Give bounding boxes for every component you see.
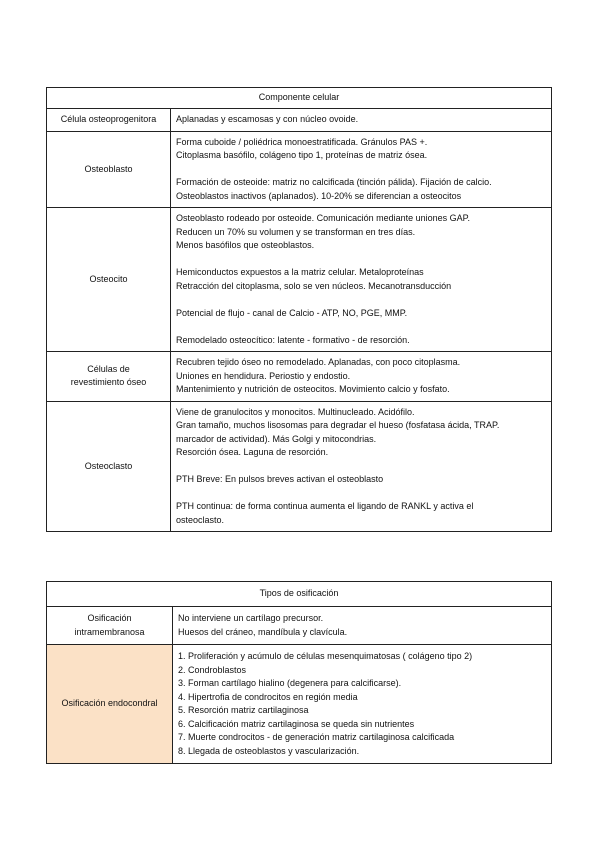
componente-celular-table: [46, 87, 552, 532]
content-line: Mantenimiento y nutrición de osteocitos. Movimiento calcio y fosfato.: [176, 384, 450, 394]
content-line: 7. Muerte condrocitos - de generación matriz cartilaginosa calcificada: [178, 732, 455, 742]
row-content: [171, 109, 552, 132]
content-line: No interviene un cartílago precursor.: [178, 613, 324, 623]
table-row: [47, 607, 552, 645]
content-line: Menos basófilos que osteoblastos.: [176, 240, 315, 250]
table-row: [47, 208, 552, 352]
content-line: Potencial de flujo - canal de Calcio - ATP, NO, PGE, MMP.: [176, 307, 408, 318]
content-line: osteoclasto.: [176, 514, 225, 525]
content-line: Osteoblasto rodeado por osteoide. Comunicación mediante uniones GAP.: [176, 213, 471, 223]
row-label: [47, 607, 173, 645]
line-gap: [176, 293, 546, 307]
content-line: 8. Llegada de osteoblastos y vascularización.: [178, 745, 360, 756]
table-header: Componente celular: [47, 88, 552, 109]
row-label-line: revestimiento óseo: [70, 377, 147, 388]
content-line: Viene de granulocitos y monocitos. Multinucleado. Acidófilo.: [176, 406, 415, 417]
content-line: 6. Calcificación matriz cartilaginosa se queda sin nutrientes: [178, 718, 415, 729]
content-line: 1. Proliferación y acúmulo de células mesenquimatosas ( colágeno tipo 2): [178, 651, 473, 661]
row-content: [173, 645, 552, 764]
row-label-highlighted: Osificación endocondral: [47, 645, 173, 764]
row-label: Osteocito: [47, 208, 171, 352]
row-content: [171, 208, 552, 352]
line-gap: [176, 487, 546, 501]
content-line: Forma cuboide / poliédrica monoestratificada. Gránulos PAS +.: [176, 136, 428, 147]
table-row: [47, 401, 552, 532]
row-label: Osteoblasto: [47, 131, 171, 208]
content-line: PTH continua: de forma continua aumenta el ligando de RANKL y activa el: [176, 501, 474, 511]
content-line: Reducen un 70% su volumen y se transforman en tres días.: [176, 226, 416, 237]
content-line: Uniones en hendidura. Periostio y endostio.: [176, 370, 351, 381]
row-content: [173, 607, 552, 645]
table-row: [47, 352, 552, 402]
row-label: Osteoclasto: [47, 401, 171, 532]
content-line: Hemiconductos expuestos a la matriz celular. Metaloproteínas: [176, 267, 424, 277]
table-row: [47, 109, 552, 132]
row-label-line: Células de: [87, 363, 130, 374]
content-line: Osteoblastos inactivos (aplanados). 10-20% se diferencian a osteocitos: [176, 190, 462, 201]
table-row: [47, 131, 552, 208]
row-label-line: intramembranosa: [74, 626, 145, 637]
tipos-osificacion-table: [46, 581, 552, 764]
content-line: 5. Resorción matriz cartilaginosa: [178, 705, 309, 715]
content-line: Gran tamaño, muchos lisosomas para degradar el hueso (fosfatasa ácida, TRAP.: [176, 420, 500, 430]
row-content: [171, 131, 552, 208]
content-line: PTH Breve: En pulsos breves activan el osteoblasto: [176, 474, 384, 484]
content-line: Remodelado osteocítico: latente - formativo - de resorción.: [176, 334, 410, 345]
row-label-line: Osificación: [87, 613, 132, 623]
content-line: 2. Condroblastos: [178, 664, 247, 675]
line-gap: [176, 460, 546, 474]
content-line: 3. Forman cartílago hialino (degenera para calcificarse).: [178, 678, 402, 688]
table-header: Tipos de osificación: [47, 582, 552, 607]
row-content: [171, 401, 552, 532]
row-label: Célula osteoprogenitora: [47, 109, 171, 132]
content-line: 4. Hipertrofia de condrocitos en región media: [178, 691, 358, 702]
content-line: marcador de actividad). Más Golgi y mitocondrias.: [176, 433, 377, 444]
content-line: Aplanadas y escamosas y con núcleo ovoide.: [176, 114, 359, 124]
line-gap: [176, 163, 546, 177]
content-line: Citoplasma basófilo, colágeno tipo 1, proteínas de matriz ósea.: [176, 150, 428, 160]
line-gap: [176, 253, 546, 267]
row-content: [171, 352, 552, 402]
content-line: Huesos del cráneo, mandíbula y clavícula.: [178, 626, 348, 637]
content-line: Resorción ósea. Laguna de resorción.: [176, 447, 329, 457]
content-line: Formación de osteoide: matriz no calcificada (tinción pálida). Fijación de calcio.: [176, 177, 492, 187]
content-line: Recubren tejido óseo no remodelado. Aplanadas, con poco citoplasma.: [176, 357, 461, 367]
line-gap: [176, 320, 546, 334]
row-label: [47, 352, 171, 402]
table-row: [47, 645, 552, 764]
content-line: Retracción del citoplasma, solo se ven núcleos. Mecanotransducción: [176, 280, 452, 291]
